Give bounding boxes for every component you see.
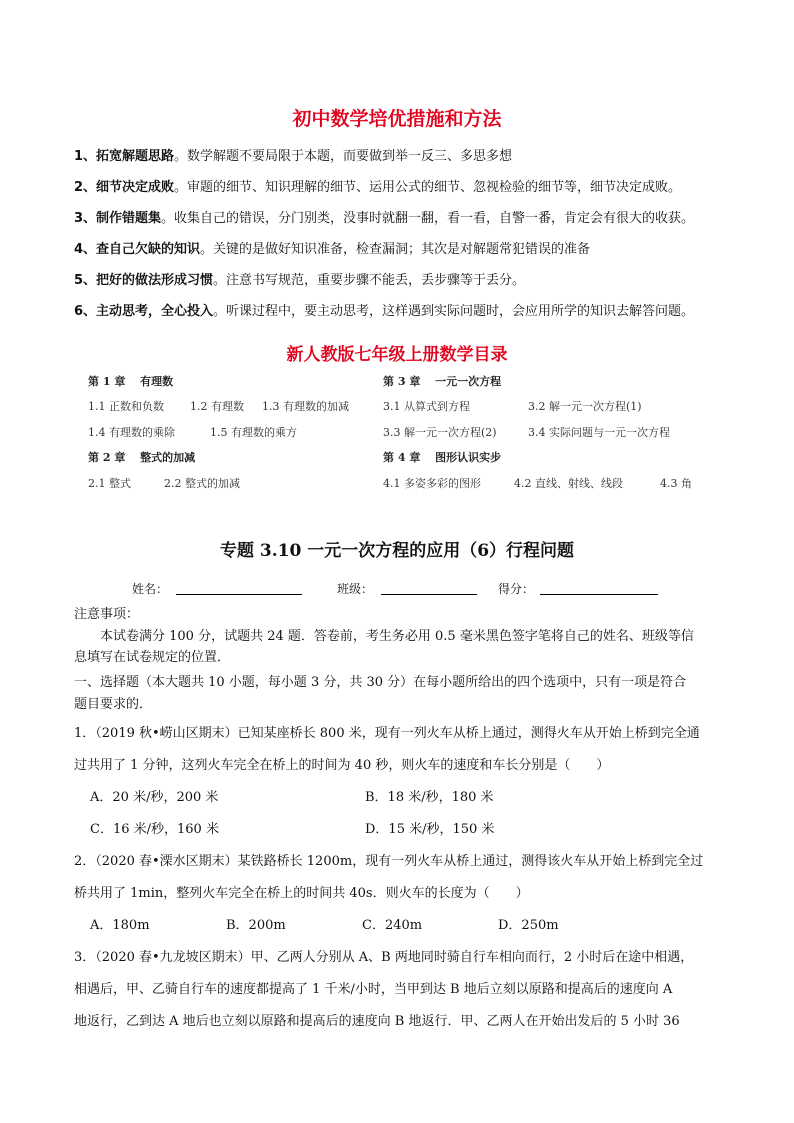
score-label: 得分： [498,582,535,596]
toc-chapter-3: 第 3 章 一元一次方程 [383,375,502,388]
tip-4: 4、查自己欠缺的知识。关键的是做好知识准备，检查漏洞；其次是对解题常犯错误的准备 [74,242,591,257]
option-a: A．20 米/秒，200 米 [90,790,219,805]
toc-item: 2.1 整式 [88,477,131,490]
toc-item: 3.1 从算式到方程 [383,400,470,413]
tip-1: 1、拓宽解题思路。数学解题不要局限于本题，而要做到举一反三、多思多想 [74,149,513,164]
tip-6: 6、主动思考，全心投入。听课过程中，要主动思考，这样遇到实际问题时，会应用所学的知识去解答问题。 [74,304,695,319]
class-blank [381,594,477,595]
toc-item: 3.3 解一元一次方程(2) [383,426,497,439]
question-3: 3．（2020 春•九龙坡区期末）甲、乙两人分别从 A、B 两地同时骑自行车相向而行，2 小时后在途中相遇， [74,950,694,965]
toc-item: 1.2 有理数 [190,400,244,413]
section-heading: 一、选择题（本大题共 10 小题，每小题 3 分，共 30 分）在每小题所给出的四个选项中，只有一项是符合 [74,675,687,690]
toc-title: 新人教版七年级上册数学目录 [286,345,508,365]
question-2: 2．（2020 春•溧水区期末）某铁路桥长 1200m，现有一列火车从桥上通过，测得该火车从开始上桥到完全过 [74,854,704,869]
option-a: A．180m [90,918,150,933]
option-b: B．18 米/秒，180 米 [365,790,494,805]
option-b: B．200m [226,918,286,933]
toc-item: 1.5 有理数的乘方 [210,426,297,439]
toc-item: 1.4 有理数的乘除 [88,426,175,439]
toc-item: 1.3 有理数的加减 [262,400,349,413]
toc-chapter-4: 第 4 章 图形认识实步 [383,451,502,464]
score-blank [540,594,658,595]
toc-chapter-2: 第 2 章 整式的加减 [88,451,196,464]
tip-2: 2、细节决定成败。审题的细节、知识理解的细节、运用公式的细节、忽视检验的细节等，细节决定成败。 [74,180,682,195]
question-3: 相遇后，甲、乙骑自行车的速度都提高了 1 千米/小时，当甲到达 B 地后立刻以原路和提高后的速度向 A [74,982,673,997]
toc-item: 3.2 解一元一次方程(1) [528,400,642,413]
notes-label: 注意事项： [74,607,140,622]
name-blank [176,594,302,595]
option-c: C．16 米/秒，160 米 [90,822,219,837]
tip-3: 3、制作错题集。收集自己的错误，分门别类，没事时就翻一翻，看一看，自警一番，肯定会有很大的收获。 [74,211,695,226]
option-d: D．15 米/秒，150 米 [365,822,495,837]
question-3: 地返行，乙到达 A 地后也立刻以原路和提高后的速度向 B 地返行．甲、乙两人在开始出发后的 5 小时 36 [74,1014,680,1029]
page-title: 初中数学培优措施和方法 [292,108,502,130]
toc-chapter-1: 第 1 章 有理数 [88,375,174,388]
question-2: 桥共用了 1min，整列火车完全在桥上的时间共 40s．则火车的长度为（ ） [74,886,529,901]
tip-5: 5、把好的做法形成习惯。注意书写规范，重要步骤不能丢，丢步骤等于丢分。 [74,273,526,288]
toc-item: 3.4 实际问题与一元一次方程 [528,426,670,439]
section-heading: 题目要求的． [74,697,153,712]
question-1: 过共用了 1 分钟，这列火车完全在桥上的时间为 40 秒，则火车的速度和车长分别是（ ） [74,758,610,773]
toc-item: 2.2 整式的加减 [164,477,240,490]
question-1: 1．（2019 秋•崂山区期末）已知某座桥长 800 米，现有一列火车从桥上通过，测得火车从开始上桥到完全通 [74,726,700,741]
toc-item: 1.1 正数和负数 [88,400,164,413]
option-c: C．240m [362,918,423,933]
notes-text: 息填写在试卷规定的位置． [74,650,231,665]
toc-item: 4.2 直线、射线、线段 [514,477,623,490]
class-label: 班级： [337,582,374,596]
toc-item: 4.3 角 [660,477,692,490]
notes-text: 本试卷满分 100 分，试题共 24 题．答卷前，考生务必用 0.5 毫米黑色签字笔将自己的姓名、班级等信 [100,629,694,644]
name-label: 姓名： [132,582,169,596]
toc-item: 4.1 多姿多彩的图形 [383,477,481,490]
topic-title: 专题 3.10 一元一次方程的应用（6）行程问题 [219,541,575,561]
option-d: D．250m [498,918,559,933]
